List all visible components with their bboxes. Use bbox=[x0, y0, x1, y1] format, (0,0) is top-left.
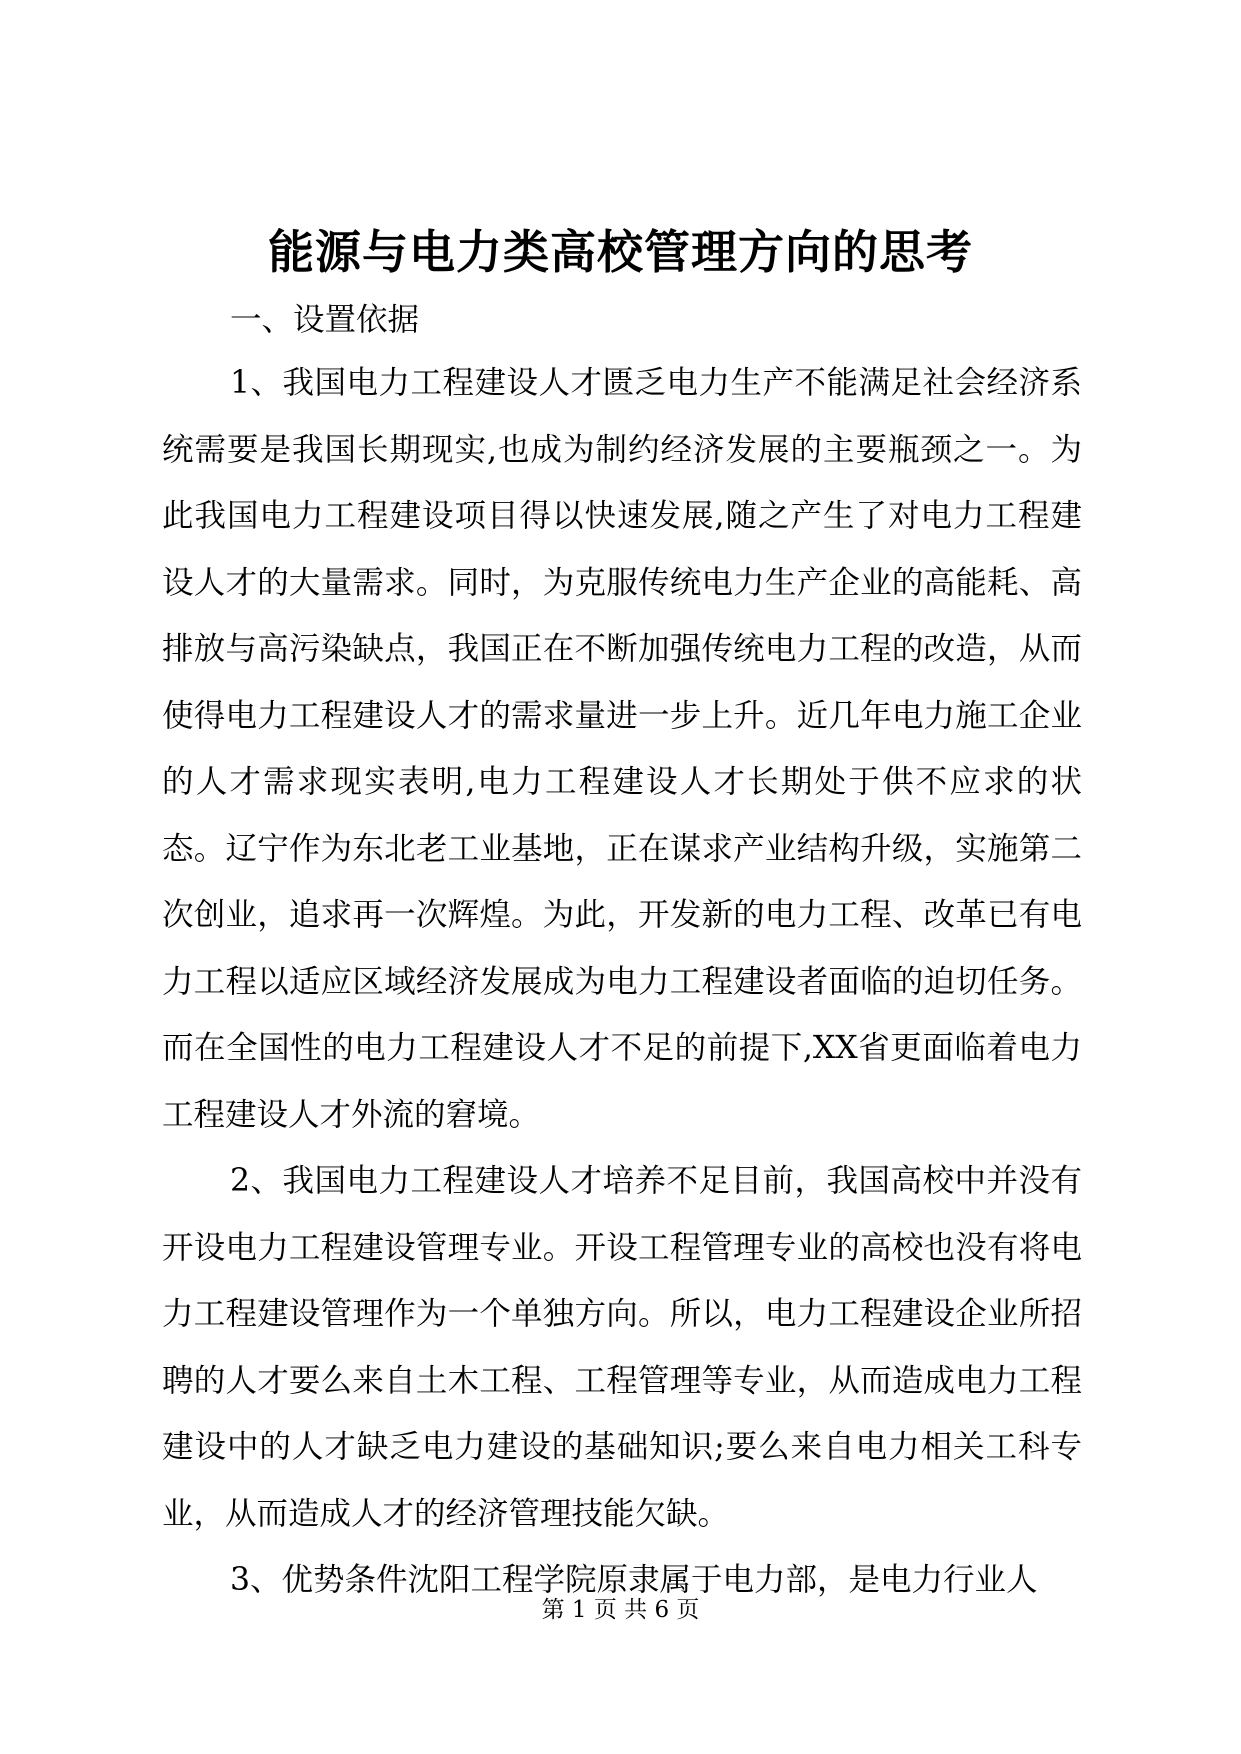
paragraph-3: 3、优势条件沈阳工程学院原隶属于电力部，是电力行业人 bbox=[230, 1562, 1038, 1598]
section-heading: 一、设置依据 bbox=[230, 302, 420, 338]
page-number-footer: 第 1 页 共 6 页 bbox=[541, 1597, 700, 1623]
paragraph-2: 2、我国电力工程建设人才培养不足目前，我国高校中并没有开设电力工程建设管理专业。开设工程管理专业的高校也没有将电力工程建设管理作为一个单独方向。所以，电力工程建设企业所招聘的人才要么来自土木工程、工程管理等专业，从而造成电力工程建设中的人才缺乏电力建设的基础知识;要么来自电力相关工科专业，从而造成人才的经济管理技能欠缺。 bbox=[162, 1163, 1082, 1532]
document-body bbox=[162, 290, 1082, 1614]
paragraph-1: 1、我国电力工程建设人才匮乏电力生产不能满足社会经济系统需要是我国长期现实,也成为制约经济发展的主要瓶颈之一。为此我国电力工程建设项目得以快速发展,随之产生了对电力工程建设人才的大量需求。同时，为克服传统电力生产企业的高能耗、高排放与高污染缺点，我国正在不断加强传统电力工程的改造，从而使得电力工程建设人才的需求量进一步上升。近几年电力施工企业的人才需求现实表明,电力工程建设人才长期处于供不应求的状态。辽宁作为东北老工业基地，正在谋求产业结构升级，实施第二次创业，追求再一次辉煌。为此，开发新的电力工程、改革已有电力工程以适应区域经济发展成为电力工程建设者面临的迫切任务。而在全国性的电力工程建设人才不足的前提下,XX省更面临着电力工程建设人才外流的窘境。 bbox=[162, 365, 1082, 1133]
document-title: 能源与电力类高校管理方向的思考 bbox=[268, 225, 973, 279]
